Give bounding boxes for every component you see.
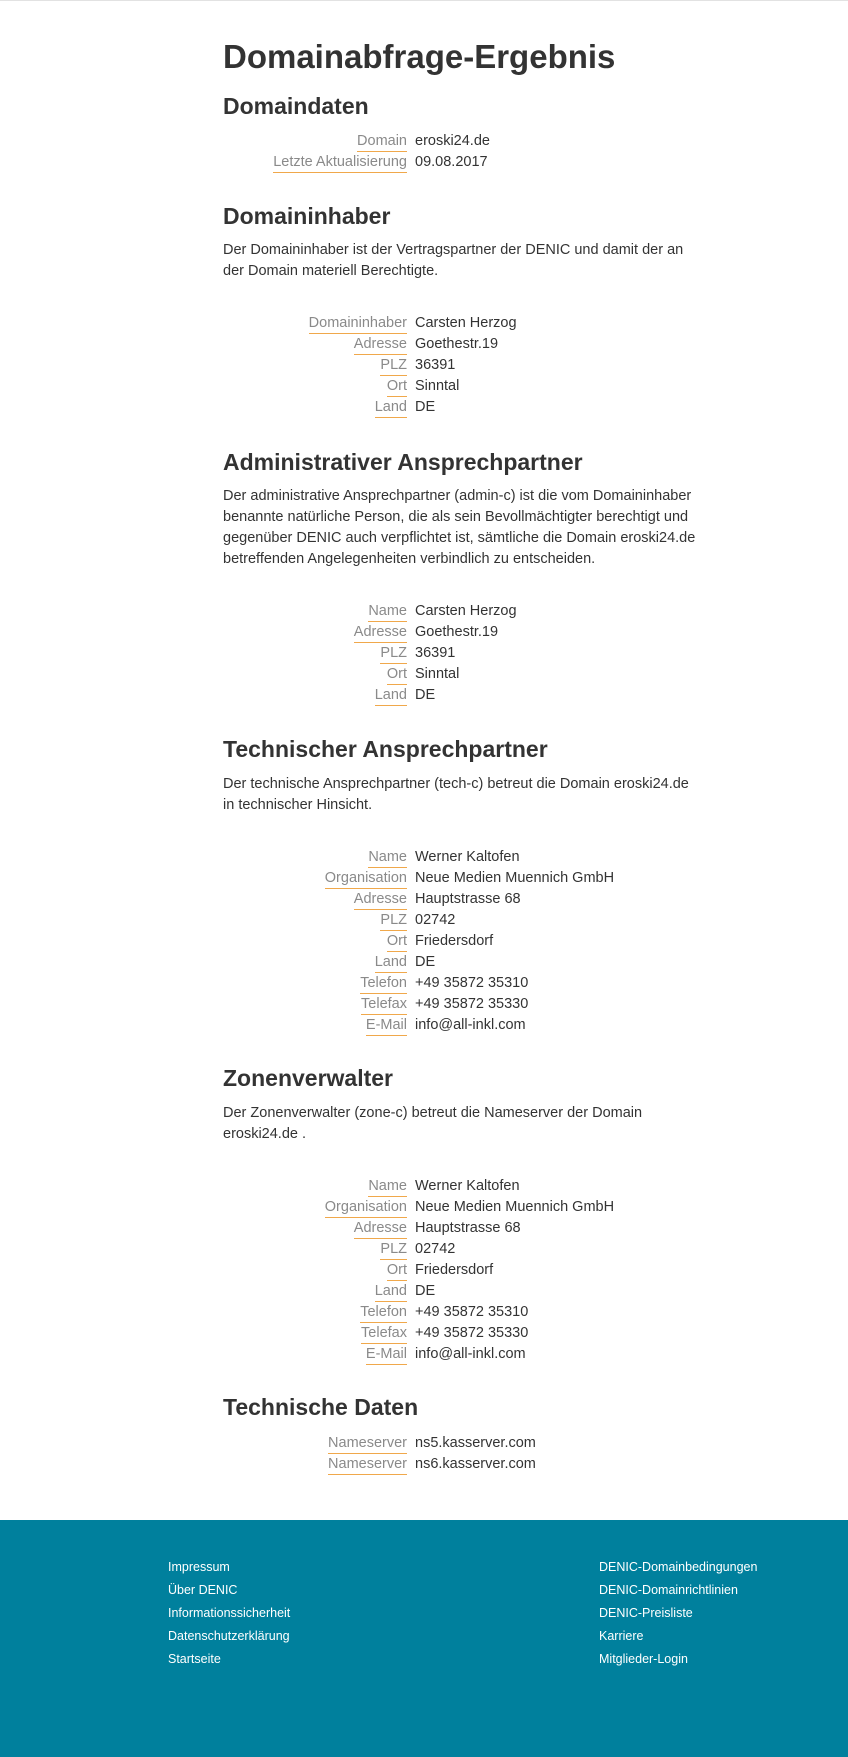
field-value: 02742 — [415, 912, 456, 928]
data-row — [223, 1324, 703, 1345]
field-label: Name — [368, 602, 407, 622]
field-label: E-Mail — [366, 1016, 407, 1036]
field-label: Organisation — [325, 1198, 407, 1218]
data-row — [223, 686, 703, 707]
footer-link[interactable]: Mitglieder-Login — [599, 1652, 688, 1666]
field-value: Hauptstrasse 68 — [415, 891, 521, 907]
field-label: Land — [375, 1282, 407, 1302]
footer — [0, 1520, 848, 1757]
data-row — [223, 1434, 703, 1455]
field-label: Domain — [357, 132, 407, 152]
section-description-admin-c: Der administrative Ansprechpartner (admin-c) ist die vom Domaininhaber benannte natürliche Person, die als sein Bevollmächtigter berechtigt und gegenüber DENIC auch verpflichtet ist, sämtliche die Domain eroski24.de betreffenden Angelegenheiten verbindlich zu entscheiden. — [223, 488, 696, 567]
field-value: 09.08.2017 — [415, 154, 488, 170]
footer-link[interactable]: Karriere — [599, 1629, 644, 1643]
field-value: Sinntal — [415, 378, 460, 394]
field-label: Land — [375, 686, 407, 706]
data-row — [223, 1016, 703, 1037]
data-row — [223, 911, 703, 932]
data-row — [223, 1282, 703, 1303]
section-heading-technische-daten: Technische Daten — [223, 1394, 419, 1420]
domaininhaber-list — [223, 314, 703, 419]
field-label: Domaininhaber — [309, 314, 407, 334]
field-value: 36391 — [415, 357, 456, 373]
field-label: E-Mail — [366, 1345, 407, 1365]
field-value: Carsten Herzog — [415, 603, 517, 619]
field-label: Telefax — [361, 1324, 407, 1344]
field-label: Name — [368, 1177, 407, 1197]
footer-link[interactable]: Startseite — [168, 1652, 221, 1666]
field-value: info@all-inkl.com — [415, 1017, 526, 1033]
field-label: Organisation — [325, 869, 407, 889]
data-row — [223, 153, 703, 174]
footer-link[interactable]: Informationssicherheit — [168, 1606, 291, 1620]
footer-links-left — [168, 1556, 290, 1671]
field-value: Neue Medien Muennich GmbH — [415, 870, 615, 886]
field-label: PLZ — [380, 356, 407, 376]
field-value: ns5.kasserver.com — [415, 1435, 536, 1451]
field-label: Nameserver — [328, 1434, 407, 1454]
data-row — [223, 644, 703, 665]
technische-daten-list — [223, 1434, 703, 1476]
field-label: PLZ — [380, 911, 407, 931]
footer-link[interactable]: Impressum — [168, 1560, 230, 1574]
data-row — [223, 665, 703, 686]
field-value: Friedersdorf — [415, 1262, 494, 1278]
field-value: Neue Medien Muennich GmbH — [415, 1199, 615, 1215]
section-description-zone-c: Der Zonenverwalter (zone-c) betreut die Nameserver der Domain eroski24.de . — [223, 1105, 643, 1142]
data-row — [223, 1261, 703, 1282]
top-border — [0, 0, 848, 1]
field-label: Land — [375, 953, 407, 973]
field-value: Sinntal — [415, 666, 460, 682]
footer-link[interactable]: Über DENIC — [168, 1583, 238, 1597]
data-row — [223, 953, 703, 974]
field-label: Ort — [387, 665, 407, 685]
field-label: Adresse — [354, 623, 407, 643]
data-row — [223, 314, 703, 335]
data-row — [223, 602, 703, 623]
field-value: info@all-inkl.com — [415, 1346, 526, 1362]
field-label: Name — [368, 848, 407, 868]
field-label: Telefon — [360, 974, 407, 994]
data-row — [223, 848, 703, 869]
data-row — [223, 869, 703, 890]
section-heading-domaininhaber: Domaininhaber — [223, 203, 391, 229]
field-label: Adresse — [354, 1219, 407, 1239]
data-row — [223, 132, 703, 153]
field-value: Werner Kaltofen — [415, 1178, 520, 1194]
field-label: Ort — [387, 377, 407, 397]
data-row — [223, 1240, 703, 1261]
section-heading-admin-c: Administrativer Ansprechpartner — [223, 449, 583, 475]
footer-links-right — [599, 1556, 757, 1671]
footer-link[interactable]: DENIC-Preisliste — [599, 1606, 693, 1620]
data-row — [223, 995, 703, 1016]
field-value: Carsten Herzog — [415, 315, 517, 331]
data-row — [223, 1455, 703, 1476]
field-label: Adresse — [354, 335, 407, 355]
data-row — [223, 377, 703, 398]
data-row — [223, 1177, 703, 1198]
footer-link[interactable]: DENIC-Domainrichtlinien — [599, 1583, 738, 1597]
field-value: Werner Kaltofen — [415, 849, 520, 865]
section-heading-tech-c: Technischer Ansprechpartner — [223, 736, 548, 762]
section-heading-zone-c: Zonenverwalter — [223, 1065, 393, 1091]
page-title: Domainabfrage-Ergebnis — [223, 38, 616, 75]
data-row — [223, 1219, 703, 1240]
footer-link[interactable]: Datenschutzerklärung — [168, 1629, 290, 1643]
tech-c-list — [223, 848, 703, 1037]
section-heading-domaindaten: Domaindaten — [223, 93, 369, 119]
field-value: +49 35872 35310 — [415, 1304, 529, 1320]
data-row — [223, 1345, 703, 1366]
domaindaten-list — [223, 132, 703, 174]
data-row — [223, 398, 703, 419]
data-row — [223, 932, 703, 953]
field-value: Goethestr.19 — [415, 624, 499, 640]
data-row — [223, 890, 703, 911]
admin-c-list — [223, 602, 703, 707]
data-row — [223, 974, 703, 995]
data-row — [223, 1303, 703, 1324]
zone-c-list — [223, 1177, 703, 1366]
field-value: 36391 — [415, 645, 456, 661]
field-value: +49 35872 35310 — [415, 975, 529, 991]
field-label: Ort — [387, 932, 407, 952]
field-label: PLZ — [380, 644, 407, 664]
field-value: DE — [415, 1283, 436, 1299]
data-row — [223, 356, 703, 377]
field-value: +49 35872 35330 — [415, 1325, 529, 1341]
field-value: Goethestr.19 — [415, 336, 499, 352]
footer-link[interactable]: DENIC-Domainbedingungen — [599, 1560, 758, 1574]
field-value: eroski24.de — [415, 133, 490, 149]
data-row — [223, 335, 703, 356]
data-row — [223, 623, 703, 644]
data-row — [223, 1198, 703, 1219]
field-label: PLZ — [380, 1240, 407, 1260]
field-value: 02742 — [415, 1241, 456, 1257]
field-value: DE — [415, 687, 436, 703]
field-label: Telefon — [360, 1303, 407, 1323]
field-value: DE — [415, 399, 436, 415]
field-value: DE — [415, 954, 436, 970]
field-label: Nameserver — [328, 1455, 407, 1475]
field-value: Hauptstrasse 68 — [415, 1220, 521, 1236]
field-label: Telefax — [361, 995, 407, 1015]
field-value: Friedersdorf — [415, 933, 494, 949]
field-label: Adresse — [354, 890, 407, 910]
field-label: Ort — [387, 1261, 407, 1281]
field-label: Letzte Aktualisierung — [273, 153, 407, 173]
section-description-tech-c: Der technische Ansprechpartner (tech-c) betreut die Domain eroski24.de in technischer Hinsicht. — [223, 776, 689, 813]
field-value: ns6.kasserver.com — [415, 1456, 536, 1472]
field-label: Land — [375, 398, 407, 418]
field-value: +49 35872 35330 — [415, 996, 529, 1012]
section-description-domaininhaber: Der Domaininhaber ist der Vertragspartner der DENIC und damit der an der Domain materiell Berechtigte. — [223, 242, 684, 279]
